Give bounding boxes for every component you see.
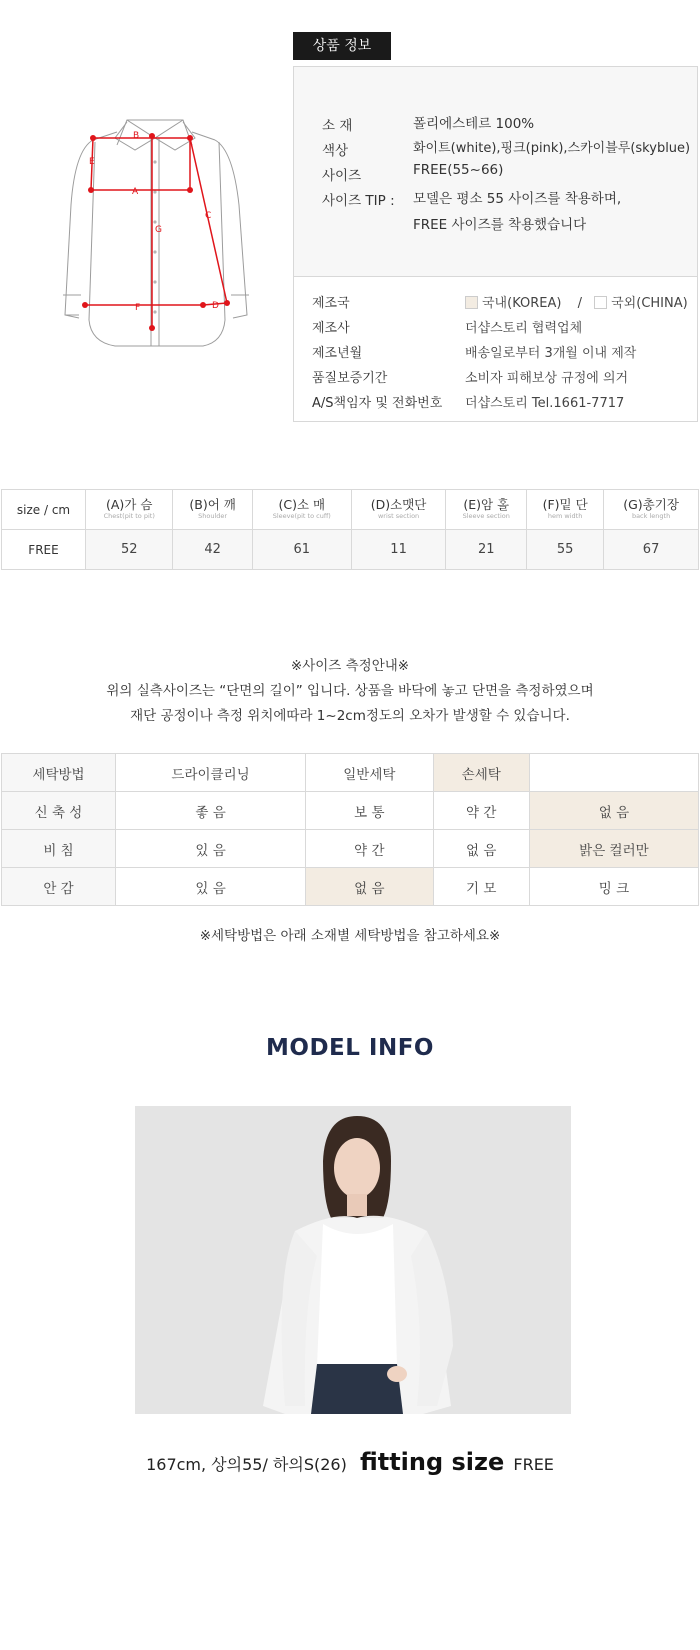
size-table — [1, 489, 699, 570]
maker-label-warranty: 품질보증기간 — [312, 371, 388, 386]
spec-label-color: 색상 — [322, 143, 349, 159]
size-row-label: FREE — [2, 530, 86, 570]
care-label-wash: 세탁방법 — [2, 754, 116, 792]
care-cell-selected: 밝은 컬러만 — [529, 830, 698, 868]
care-note: ※세탁방법은 아래 소재별 세탁방법을 참고하세요※ — [199, 928, 501, 944]
care-cell: 없 음 — [433, 830, 529, 868]
care-table — [1, 753, 699, 906]
diagram-label-f: F — [135, 303, 141, 313]
maker-label-as: A/S책임자 및 전화번호 — [312, 396, 443, 411]
care-cell-selected: 손세탁 — [433, 754, 529, 792]
maker-label-company: 제조사 — [312, 321, 350, 336]
model-info-title: MODEL INFO — [266, 1035, 434, 1061]
spec-value-size: FREE(55~66) — [413, 162, 504, 178]
care-cell: 기 모 — [433, 868, 529, 906]
care-cell: 있 음 — [116, 830, 306, 868]
care-label-sheer: 비 침 — [2, 830, 116, 868]
size-notice-line-2: 재단 공정이나 측정 위치에따라 1~2cm정도의 오차가 발생할 수 있습니다. — [130, 708, 570, 724]
spec-label-size: 사이즈 — [322, 168, 362, 184]
korea-checkbox-icon — [465, 296, 478, 309]
size-header-label: size / cm — [2, 490, 86, 530]
model-stats: 167cm, 상의55/ 하의S(26) — [146, 1455, 347, 1474]
maker-value-date: 배송일로부터 3개월 이내 제작 — [465, 346, 637, 361]
fitting-size-label: fitting size — [359, 1448, 505, 1476]
size-header-b: (B)어 깨 Shoulder — [173, 490, 252, 530]
spec-label-tip: 사이즈 TIP : — [322, 193, 395, 209]
care-label-stretch: 신 축 성 — [2, 792, 116, 830]
table-row — [2, 754, 699, 792]
china-checkbox-icon — [594, 296, 607, 309]
maker-value-as: 더샵스토리 Tel.1661-7717 — [465, 396, 625, 411]
spec-value-color: 화이트(white),핑크(pink),스카이블루(skyblue) — [413, 141, 691, 156]
care-cell-selected: 없 음 — [529, 792, 698, 830]
shirt-measurement-diagram — [55, 110, 255, 360]
size-notice-line-1: 위의 실측사이즈는 “단면의 길이” 입니다. 상품을 바닥에 놓고 단면을 측정하였으며 — [106, 683, 594, 699]
size-notice-title: ※사이즈 측정안내※ — [290, 658, 410, 674]
size-value-c: 61 — [252, 530, 351, 570]
product-spec-panel — [294, 67, 697, 277]
fitting-size-value: FREE — [513, 1455, 554, 1474]
maker-value-company: 더샵스토리 협력업체 — [465, 321, 583, 336]
size-header-a: (A)가 슴 Chest(pit to pit) — [86, 490, 173, 530]
table-row — [2, 792, 699, 830]
diagram-label-e: E — [89, 157, 95, 167]
maker-label-date: 제조년월 — [312, 346, 363, 361]
care-cell — [529, 754, 698, 792]
diagram-label-d: D — [212, 301, 219, 311]
care-cell: 있 음 — [116, 868, 306, 906]
diagram-label-c: C — [205, 211, 212, 221]
size-header-f: (F)밑 단 hem width — [527, 490, 604, 530]
size-value-f: 55 — [527, 530, 604, 570]
size-header-d: (D)소맷단 wrist section — [351, 490, 446, 530]
model-photo — [135, 1106, 571, 1414]
maker-value-country: 국내(KOREA) / 국외(CHINA) — [465, 292, 688, 311]
maker-label-country: 제조국 — [312, 296, 350, 311]
care-cell: 보 통 — [306, 792, 434, 830]
care-label-lining: 안 감 — [2, 868, 116, 906]
size-table-header — [2, 490, 699, 530]
size-value-a: 52 — [86, 530, 173, 570]
size-value-d: 11 — [351, 530, 446, 570]
product-info-box — [293, 66, 698, 422]
care-cell: 일반세탁 — [306, 754, 434, 792]
table-row — [2, 830, 699, 868]
care-cell: 약 간 — [306, 830, 434, 868]
spec-value-material: 폴리에스테르 100% — [413, 116, 535, 132]
size-header-c: (C)소 매 Sleeve(pit to cuff) — [252, 490, 351, 530]
size-value-b: 42 — [173, 530, 252, 570]
table-row — [2, 530, 699, 570]
diagram-label-g: G — [155, 225, 162, 235]
care-cell: 드라이클리닝 — [116, 754, 306, 792]
care-cell: 약 간 — [433, 792, 529, 830]
diagram-label-b: B — [133, 131, 140, 141]
spec-value-tip: 모델은 평소 55 사이즈를 착용하며, — [413, 191, 622, 207]
size-header-g: (G)총기장 back length — [604, 490, 699, 530]
table-row — [2, 868, 699, 906]
model-fitting-info — [0, 1448, 700, 1476]
care-cell: 좋 음 — [116, 792, 306, 830]
product-info-tag: 상품 정보 — [293, 32, 391, 60]
model-photo-illustration — [135, 1106, 571, 1414]
size-value-g: 67 — [604, 530, 699, 570]
size-value-e: 21 — [446, 530, 527, 570]
care-cell: 밍 크 — [529, 868, 698, 906]
spec-value-tip-2: FREE 사이즈를 착용했습니다 — [413, 217, 587, 233]
diagram-label-a: A — [132, 187, 139, 197]
maker-value-warranty: 소비자 피해보상 규정에 의거 — [465, 371, 629, 386]
care-cell-selected: 없 음 — [306, 868, 434, 906]
spec-label-material: 소 재 — [322, 118, 353, 134]
size-header-e: (E)암 홀 Sleeve section — [446, 490, 527, 530]
